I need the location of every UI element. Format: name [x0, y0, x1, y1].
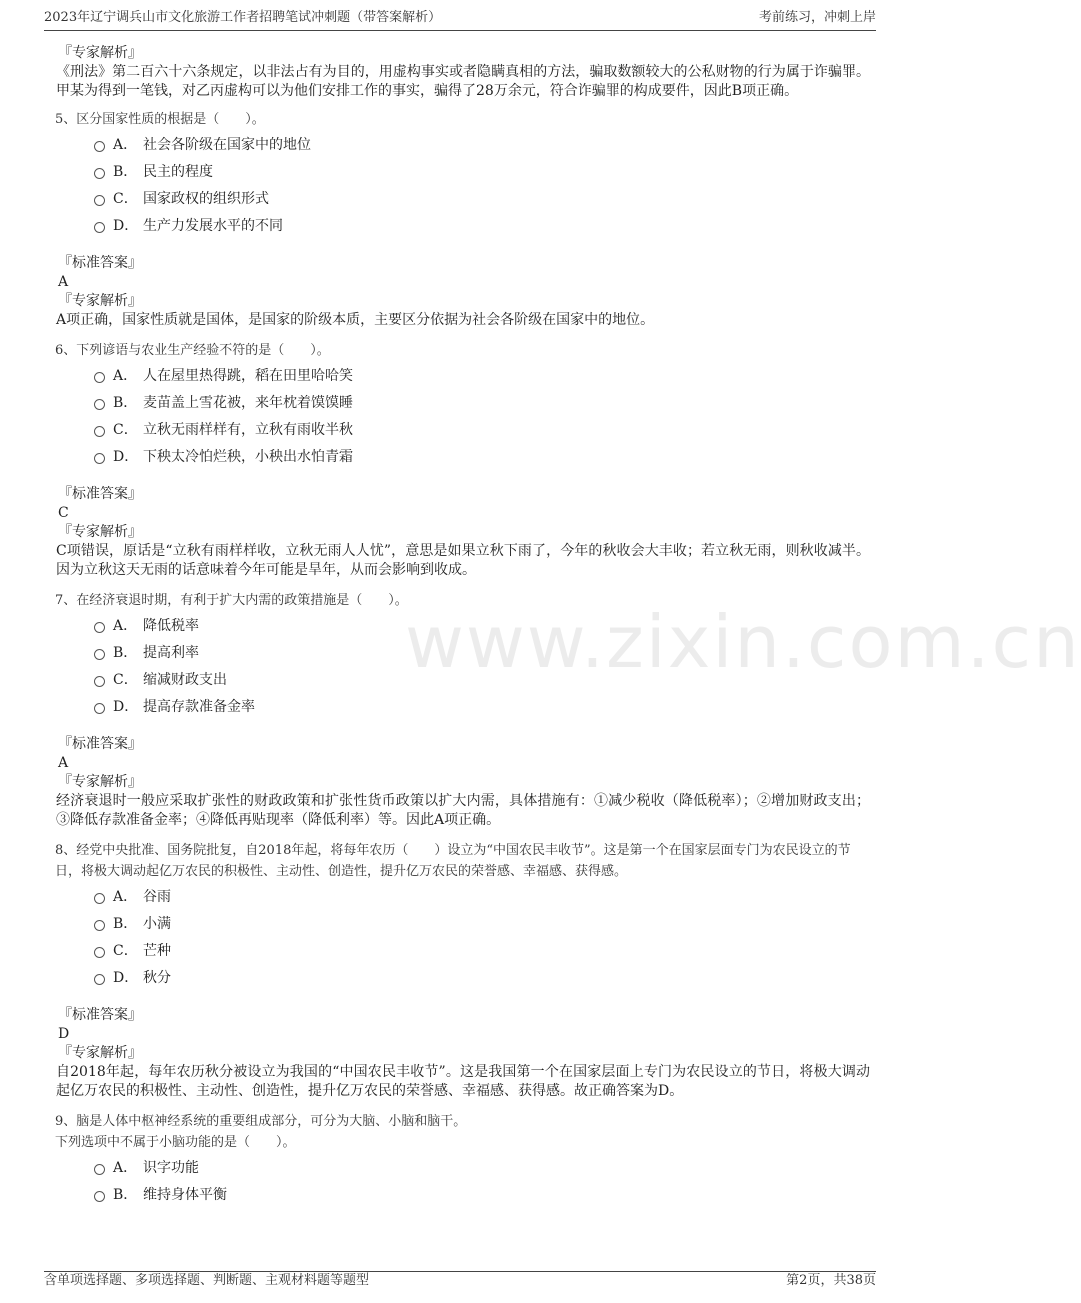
option-a[interactable]: A． 识字功能: [55, 1155, 870, 1182]
option-a[interactable]: A． 人在屋里热得跳，稻在田里哈哈笑: [55, 363, 870, 390]
radio-icon[interactable]: [94, 920, 105, 931]
question-stem: 6、下列谚语与农业生产经验不符的是（ ）。: [55, 343, 330, 358]
radio-icon[interactable]: [94, 399, 105, 410]
radio-icon[interactable]: [94, 703, 105, 714]
radio-icon[interactable]: [94, 1191, 105, 1202]
option-a[interactable]: A． 降低税率: [55, 613, 870, 640]
footer-note: 含单项选择题、多项选择题、判断题、主观材料题等题型: [44, 1273, 370, 1288]
option-b[interactable]: B． 麦苗盖上雪花被，来年枕着馍馍睡: [55, 390, 870, 417]
radio-icon[interactable]: [94, 649, 105, 660]
document-title: 2023年辽宁调兵山市文化旅游工作者招聘笔试冲刺题（带答案解析）: [44, 10, 442, 25]
analysis-text: 自2018年起，每年农历秋分被设立为我国的“中国农民丰收节”。这是我国第一个在国家层面上专门为农民设立的节日，将极大调动起亿万农民的积极性、主动性、创造性，提升亿万农民的荣誉感、幸福感、获得感。故正确答案为D。: [56, 1064, 870, 1099]
option-list: [55, 132, 870, 240]
answer-value: D: [58, 1026, 70, 1042]
analysis-text: C项错误，原话是“立秋有雨样样收，立秋无雨人人忧”，意思是如果立秋下雨了，今年的秋收会大丰收；若立秋无雨，则秋收减半。因为立秋这天无雨的话意味着今年可能是旱年，从而会影响到收成。: [56, 543, 870, 578]
option-b[interactable]: B． 民主的程度: [55, 159, 870, 186]
answer-label: 『标准答案』: [58, 486, 142, 502]
question-stem: 9、脑是人体中枢神经系统的重要组成部分，可分为大脑、小脑和脑干。: [55, 1114, 467, 1129]
radio-icon[interactable]: [94, 426, 105, 437]
answer-label: 『标准答案』: [58, 255, 142, 271]
radio-icon[interactable]: [94, 947, 105, 958]
radio-icon[interactable]: [94, 622, 105, 633]
option-list: [55, 1155, 870, 1209]
document-body: [55, 44, 870, 1223]
page-number: 第2页，共38页: [786, 1273, 876, 1288]
option-d[interactable]: D． 下秧太冷怕烂秧，小秧出水怕青霜: [55, 444, 870, 471]
page-footer: [44, 1271, 876, 1303]
radio-icon[interactable]: [94, 195, 105, 206]
option-b[interactable]: B． 维持身体平衡: [55, 1182, 870, 1209]
option-a[interactable]: A． 社会各阶级在国家中的地位: [55, 132, 870, 159]
answer-value: A: [58, 274, 69, 290]
option-c[interactable]: C． 立秋无雨样样有，立秋有雨收半秋: [55, 417, 870, 444]
option-d[interactable]: D． 秋分: [55, 965, 870, 992]
analysis-label: 『专家解析』: [58, 524, 142, 540]
radio-icon[interactable]: [94, 676, 105, 687]
analysis-text: 《刑法》第二百六十六条规定，以非法占有为目的，用虚构事实或者隐瞒真相的方法，骗取数额较大的公私财物的行为属于诈骗罪。甲某为得到一笔钱，对乙丙虚构可以为他们安排工作的事实，骗得了28万余元，符合诈骗罪的构成要件，因此B项正确。: [56, 64, 870, 99]
radio-icon[interactable]: [94, 141, 105, 152]
watermark: www.zixin.com.cn: [405, 600, 1081, 684]
radio-icon[interactable]: [94, 974, 105, 985]
option-list: [55, 363, 870, 471]
radio-icon[interactable]: [94, 168, 105, 179]
answer-value: C: [58, 505, 69, 521]
radio-icon[interactable]: [94, 222, 105, 233]
option-c[interactable]: C． 国家政权的组织形式: [55, 186, 870, 213]
option-c[interactable]: C． 缩减财政支出: [55, 667, 870, 694]
analysis-label: 『专家解析』: [58, 774, 142, 790]
header-slogan: 考前练习，冲刺上岸: [758, 10, 876, 25]
question-stem: 8、经党中央批准、国务院批复，自2018年起，将每年农历（ ）设立为“中国农民丰收节”。这是第一个在国家层面专门为农民设立的节日，将极大调动起亿万农民的积极性、主动性、创造性，提升亿万农民的荣誉感、幸福感、获得感。: [55, 843, 851, 879]
option-list: [55, 613, 870, 721]
analysis-text: 经济衰退时一般应采取扩张性的财政政策和扩张性货币政策以扩大内需，具体措施有：①减少税收（降低税率）；②增加财政支出；③降低存款准备金率；④降低再贴现率（降低利率）等。因此A项正确。: [56, 793, 870, 828]
question-stem: 7、在经济衰退时期，有利于扩大内需的政策措施是（ ）。: [55, 593, 408, 608]
answer-label: 『标准答案』: [58, 1007, 142, 1023]
radio-icon[interactable]: [94, 453, 105, 464]
question-stem-continued: 下列选项中不属于小脑功能的是（ ）。: [55, 1135, 296, 1150]
option-b[interactable]: B． 小满: [55, 911, 870, 938]
option-list: [55, 884, 870, 992]
answer-label: 『标准答案』: [58, 736, 142, 752]
radio-icon[interactable]: [94, 372, 105, 383]
radio-icon[interactable]: [94, 893, 105, 904]
option-c[interactable]: C． 芒种: [55, 938, 870, 965]
analysis-label: 『专家解析』: [58, 1045, 142, 1061]
page-header: [44, 0, 876, 31]
analysis-label: 『专家解析』: [58, 45, 142, 61]
question-stem: 5、区分国家性质的根据是（ ）。: [55, 112, 265, 127]
analysis-label: 『专家解析』: [58, 293, 142, 309]
option-a[interactable]: A． 谷雨: [55, 884, 870, 911]
answer-value: A: [58, 755, 69, 771]
option-d[interactable]: D． 提高存款准备金率: [55, 694, 870, 721]
analysis-text: A项正确，国家性质就是国体，是国家的阶级本质，主要区分依据为社会各阶级在国家中的地位。: [56, 312, 655, 328]
option-d[interactable]: D． 生产力发展水平的不同: [55, 213, 870, 240]
option-b[interactable]: B． 提高利率: [55, 640, 870, 667]
radio-icon[interactable]: [94, 1164, 105, 1175]
